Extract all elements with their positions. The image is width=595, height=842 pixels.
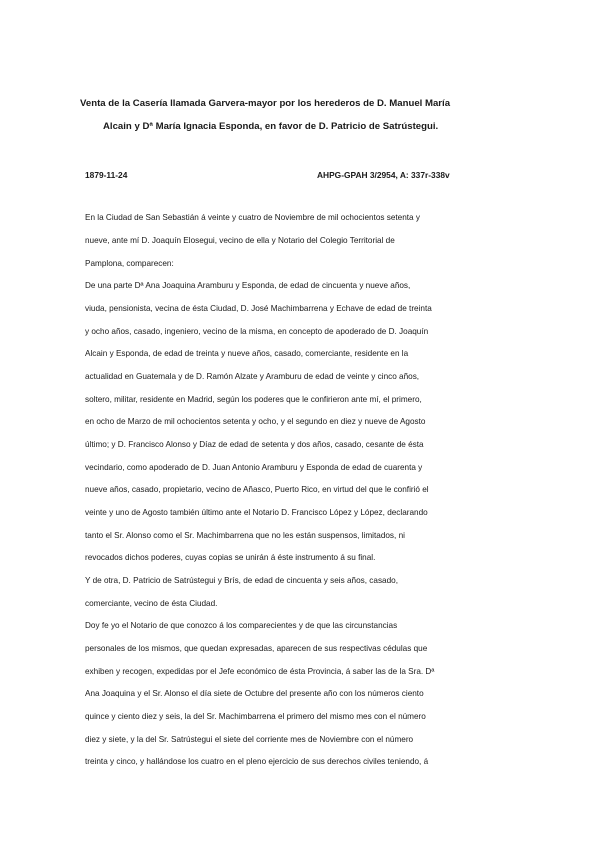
body-line: actualidad en Guatemala y de D. Ramón Alzate y Aramburu de edad de veinte y cinco años,	[85, 372, 420, 381]
body-line: treinta y cinco, y hallándose los cuatro en el pleno ejercicio de sus derechos civiles teniendo, á	[85, 757, 429, 766]
body-line: diez y siete, y la del Sr. Satrústegui el siete del corriente mes de Noviembre con el número	[85, 735, 414, 744]
body-line: nueve, ante mí D. Joaquín Elosegui, vecino de ella y Notario del Colegio Territorial de	[85, 236, 395, 245]
document-date: 1879-11-24	[85, 170, 128, 180]
body-line: revocados dichos poderes, cuyas copias se unirán á éste instrumento á su final.	[85, 553, 376, 562]
body-line: exhiben y recogen, expedidas por el Jefe económico de ésta Provincia, á saber las de la Sra. Dª	[85, 667, 435, 676]
body-line: Ana Joaquina y el Sr. Alonso el día siete de Octubre del presente año con los números ciento	[85, 689, 424, 698]
body-line: y ocho años, casado, ingeniero, vecino de la misma, en concepto de apoderado de D. Joaquín	[85, 327, 429, 336]
body-line: Pamplona, comparecen:	[85, 259, 174, 268]
body-line: Y de otra, D. Patricio de Satrústegui y Brís, de edad de cincuenta y seis años, casado,	[85, 576, 398, 585]
body-line: personales de los mismos, que quedan expresadas, aparecen de sus respectivas cédulas que	[85, 644, 428, 653]
body-line: soltero, militar, residente en Madrid, según los poderes que le confirieron ante mí, el primero,	[85, 395, 422, 404]
body-line: veinte y uno de Agosto también último ante el Notario D. Francisco López y López, declarando	[85, 508, 428, 517]
archive-reference: AHPG-GPAH 3/2954, A: 337r-338v	[317, 170, 450, 180]
body-line: viuda, pensionista, vecina de ésta Ciudad, D. José Machimbarrena y Echave de edad de treinta	[85, 304, 432, 313]
title-line-2: Alcain y Dª María Ignacia Esponda, en favor de D. Patricio de Satrústegui.	[103, 121, 439, 132]
body-line: Doy fe yo el Notario de que conozco á los comparecientes y de que las circunstancias	[85, 621, 398, 630]
body-line: De una parte Dª Ana Joaquina Aramburu y Esponda, de edad de cincuenta y nueve años,	[85, 281, 411, 290]
body-line: tanto el Sr. Alonso como el Sr. Machimbarrena que no les están suspensos, limitados, ni	[85, 531, 405, 540]
body-line: En la Ciudad de San Sebastián á veinte y cuatro de Noviembre de mil ochocientos setenta y	[85, 213, 420, 222]
body-line: último; y D. Francisco Alonso y Díaz de edad de setenta y dos años, casado, cesante de ésta	[85, 440, 424, 449]
body-line: quince y ciento diez y seis, la del Sr. Machimbarrena el primero del mismo mes con el número	[85, 712, 426, 721]
body-line: comerciante, vecino de ésta Ciudad.	[85, 599, 218, 608]
body-line: en ocho de Marzo de mil ochocientos setenta y ocho, y el segundo en diez y nueve de Agosto	[85, 417, 426, 426]
title-line-1: Venta de la Casería llamada Garvera-mayor por los herederos de D. Manuel María	[80, 98, 451, 109]
body-line: Alcain y Esponda, de edad de treinta y nueve años, casado, comerciante, residente en la	[85, 349, 409, 358]
body-line: nueve años, casado, propietario, vecino de Añasco, Puerto Rico, en virtud del que le confirió el	[85, 485, 429, 494]
document-title	[80, 92, 520, 138]
body-line: vecindario, como apoderado de D. Juan Antonio Aramburu y Esponda de edad de cuarenta y	[85, 463, 423, 472]
